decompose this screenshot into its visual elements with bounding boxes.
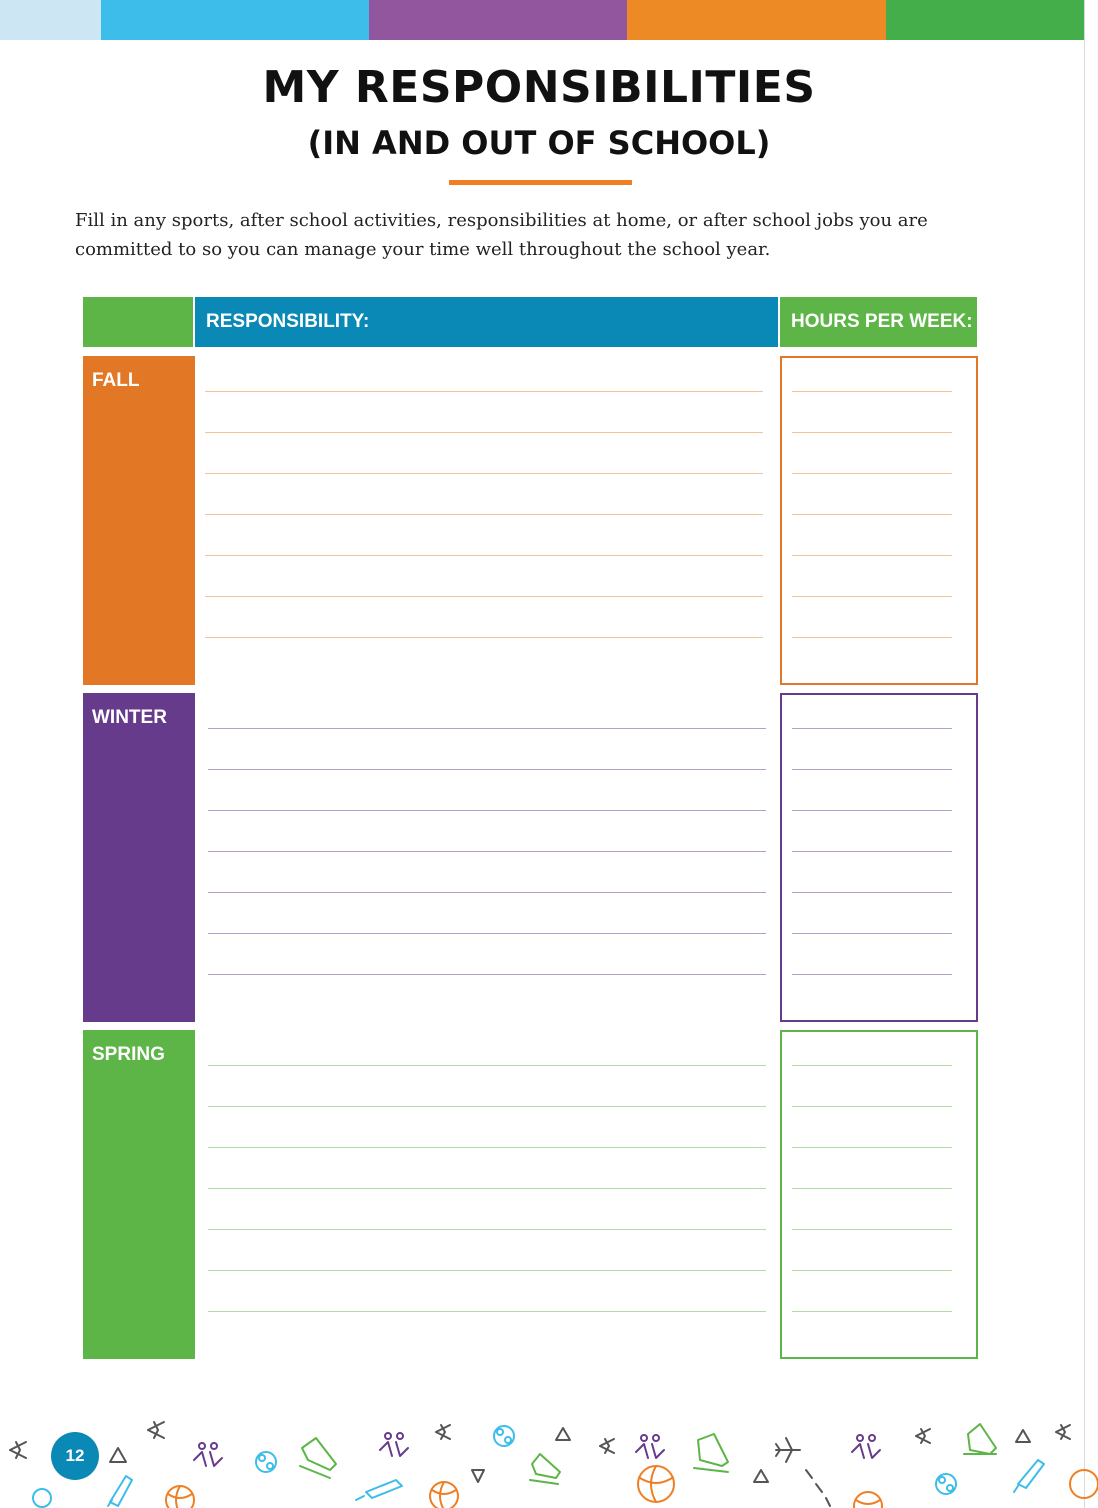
writing-line: [208, 1147, 766, 1148]
season-label-block: [83, 1030, 195, 1359]
footer-icon-pattern: [0, 1410, 1098, 1508]
hours-line: [792, 769, 952, 770]
writing-line: [208, 1311, 766, 1312]
hours-line: [792, 637, 952, 638]
page-number-badge: 12: [51, 1432, 99, 1480]
writing-line: [205, 637, 763, 638]
triangle-icon: [110, 1448, 126, 1462]
responsibility-area[interactable]: [195, 356, 765, 685]
globe-icon: [638, 1466, 674, 1502]
hours-header-label: HOURS PER WEEK:: [791, 311, 973, 332]
hours-line: [792, 1065, 952, 1066]
season-label-block: [83, 693, 195, 1022]
hours-line: [792, 1106, 952, 1107]
ice-skate-icon: [300, 1438, 336, 1478]
ice-skate-icon: [694, 1434, 728, 1472]
writing-line: [208, 974, 766, 975]
writing-line: [208, 1188, 766, 1189]
gears-head-icon: [494, 1426, 514, 1446]
season-label: WINTER: [92, 707, 167, 728]
top-bar-segment: [0, 0, 101, 40]
gears-head-icon: [256, 1452, 276, 1472]
triangle-icon: [754, 1470, 768, 1482]
globe-icon: [430, 1482, 458, 1508]
hours-line: [792, 810, 952, 811]
season-label: FALL: [92, 370, 140, 391]
top-bar-segment: [101, 0, 369, 40]
rocket-icon: [1014, 1460, 1044, 1492]
responsibility-header-label: RESPONSIBILITY:: [206, 311, 370, 332]
hours-line: [792, 1229, 952, 1230]
ice-skate-icon: [964, 1424, 996, 1454]
hours-line: [792, 933, 952, 934]
header-blank-cell: [83, 297, 193, 347]
hours-header: [780, 297, 977, 347]
hours-line: [792, 1311, 952, 1312]
gears-head-icon: [33, 1489, 51, 1507]
airplane-icon: [10, 1442, 26, 1458]
writing-line: [208, 1229, 766, 1230]
hours-line: [792, 596, 952, 597]
instructions-text: Fill in any sports, after school activities, responsibilities at home, or after school jobs you are committed to so you can manage your time well throughout the school year.: [75, 210, 928, 260]
top-bar-segment: [886, 0, 1084, 40]
writing-line: [205, 514, 763, 515]
hours-line: [792, 974, 952, 975]
hours-line: [792, 391, 952, 392]
hours-box[interactable]: [780, 356, 978, 685]
airplane-icon: [600, 1439, 614, 1453]
writing-line: [208, 728, 766, 729]
writing-line: [208, 851, 766, 852]
triangle-icon: [472, 1470, 484, 1482]
writing-line: [208, 1270, 766, 1271]
gears-head-icon: [936, 1474, 956, 1494]
page-title: MY RESPONSIBILITIES: [262, 62, 816, 113]
rocket-icon: [356, 1480, 402, 1500]
globe-icon: [1070, 1470, 1098, 1498]
responsibility-header: [195, 297, 778, 347]
globe-icon: [854, 1492, 882, 1508]
responsibility-area[interactable]: [195, 1030, 765, 1359]
triangle-icon: [1016, 1430, 1030, 1442]
top-bar-segment: [369, 0, 627, 40]
hours-line: [792, 555, 952, 556]
people-icon: [852, 1435, 880, 1458]
triangle-icon: [556, 1428, 570, 1440]
globe-icon: [166, 1486, 194, 1508]
hours-box[interactable]: [780, 1030, 978, 1359]
airplane-icon: [776, 1438, 800, 1462]
people-icon: [194, 1443, 222, 1466]
airplane-icon: [1056, 1425, 1070, 1439]
hours-line: [792, 1188, 952, 1189]
airplane-icon: [436, 1425, 450, 1439]
hours-line: [792, 1270, 952, 1271]
page-edge: [1084, 0, 1085, 1508]
airplane-icon: [148, 1422, 164, 1438]
writing-line: [208, 933, 766, 934]
responsibility-area[interactable]: [195, 693, 765, 1022]
flight-path-icon: [806, 1470, 830, 1506]
writing-line: [208, 810, 766, 811]
writing-line: [205, 596, 763, 597]
hours-line: [792, 728, 952, 729]
hours-line: [792, 514, 952, 515]
hours-line: [792, 473, 952, 474]
writing-line: [205, 432, 763, 433]
top-color-bar: [0, 0, 1084, 40]
title-underline: [449, 180, 632, 185]
page-subtitle: (IN AND OUT OF SCHOOL): [307, 124, 771, 162]
writing-line: [205, 391, 763, 392]
airplane-icon: [916, 1429, 930, 1443]
hours-line: [792, 851, 952, 852]
season-label: SPRING: [92, 1044, 165, 1065]
top-bar-segment: [627, 0, 886, 40]
writing-line: [208, 769, 766, 770]
people-icon: [636, 1435, 664, 1458]
hours-line: [792, 432, 952, 433]
season-label-block: [83, 356, 195, 685]
writing-line: [208, 1065, 766, 1066]
hours-line: [792, 892, 952, 893]
writing-line: [208, 1106, 766, 1107]
writing-line: [205, 555, 763, 556]
hours-box[interactable]: [780, 693, 978, 1022]
writing-line: [205, 473, 763, 474]
hours-line: [792, 1147, 952, 1148]
ice-skate-icon: [530, 1454, 560, 1484]
rocket-icon: [108, 1476, 132, 1506]
writing-line: [208, 892, 766, 893]
people-icon: [380, 1433, 408, 1456]
